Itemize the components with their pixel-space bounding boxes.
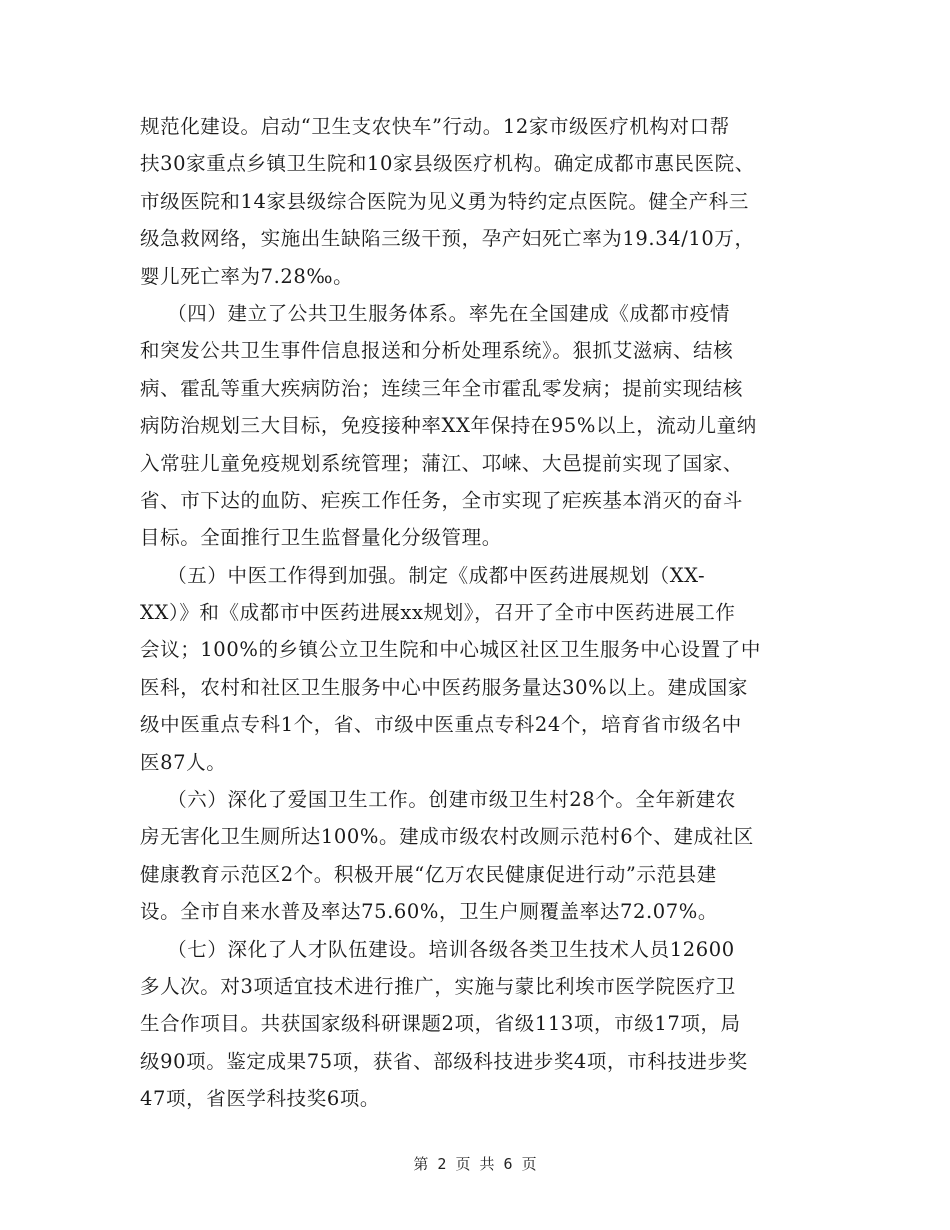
text-line: 房无害化卫生厕所达100%。建成市级农村改厕示范村6个、建成社区 <box>140 825 754 849</box>
document-body <box>140 108 820 1118</box>
text-line: 生合作项目。共获国家级科研课题2项，省级113项，市级17项，局 <box>140 1012 741 1036</box>
paragraph-1 <box>140 108 820 295</box>
text-line: 多人次。对3项适宜技术进行推广，实施与蒙比利埃市医学院医疗卫 <box>140 974 736 998</box>
text-line: 医科，农村和社区卫生服务中心中医药服务量达30%以上。建成国家 <box>140 675 748 699</box>
text-line: 扶30家重点乡镇卫生院和10家县级医疗机构。确定成都市惠民医院、 <box>140 152 755 176</box>
text-line: （五）中医工作得到加强。制定《成都中医药进展规划（XX- <box>140 563 706 587</box>
text-line: （七）深化了人才队伍建设。培训各级各类卫生技术人员12600 <box>140 937 735 961</box>
text-line: 级90项。鉴定成果75项，获省、部级科技进步奖4项，市科技进步奖 <box>140 1049 748 1073</box>
text-line: 级急救网络，实施出生缺陷三级干预，孕产妇死亡率为19.34/10万， <box>140 227 755 251</box>
text-line: 规范化建设。启动“卫生支农快车”行动。12家市级医疗机构对口帮 <box>140 115 730 138</box>
paragraph-5 <box>140 931 820 1118</box>
text-line: 医87人。 <box>140 750 227 774</box>
text-line: 目标。全面推行卫生监督量化分级管理。 <box>140 526 502 550</box>
paragraph-3 <box>140 557 820 781</box>
text-line: 会议；100%的乡镇公立卫生院和中心城区社区卫生服务中心设置了中 <box>140 638 761 662</box>
text-line: 病防治规划三大目标，免疫接种率XX年保持在95%以上，流动儿童纳 <box>140 414 757 438</box>
text-line: 病、霍乱等重大疾病防治；连续三年全市霍乱零发病；提前实现结核 <box>140 376 744 400</box>
text-line: 婴儿死亡率为7.28‰。 <box>140 264 354 288</box>
text-line: XX）》和《成都市中医药进展xx规划》，召开了全市中医药进展工作 <box>140 601 736 625</box>
text-line: 省、市下达的血防、疟疾工作任务，全市实现了疟疾基本消灭的奋斗 <box>140 488 744 512</box>
paragraph-4 <box>140 781 820 931</box>
page-number-footer: 第 2 页 共 6 页 <box>413 1155 537 1173</box>
text-line: 市级医院和14家县级综合医院为见义勇为特约定点医院。健全产科三 <box>140 189 749 213</box>
paragraph-2 <box>140 295 820 557</box>
text-line: （六）深化了爱国卫生工作。创建市级卫生村28个。全年新建农 <box>140 788 736 812</box>
text-line: 级中医重点专科1个，省、市级中医重点专科24个，培育省市级名中 <box>140 713 742 737</box>
text-line: （四）建立了公共卫生服务体系。率先在全国建成《成都市疫情 <box>140 301 730 325</box>
text-line: 设。全市自来水普及率达75.60%，卫生户厕覆盖率达72.07%。 <box>140 900 719 924</box>
text-line: 47项，省医学科技奖6项。 <box>140 1087 381 1111</box>
text-line: 健康教育示范区2个。积极开展“亿万农民健康促进行动”示范县建 <box>140 862 717 886</box>
text-line: 和突发公共卫生事件信息报送和分析处理系统》。狠抓艾滋病、结核 <box>140 339 734 363</box>
text-line: 入常驻儿童免疫规划系统管理；蒲江、邛崃、大邑提前实现了国家、 <box>140 451 744 475</box>
